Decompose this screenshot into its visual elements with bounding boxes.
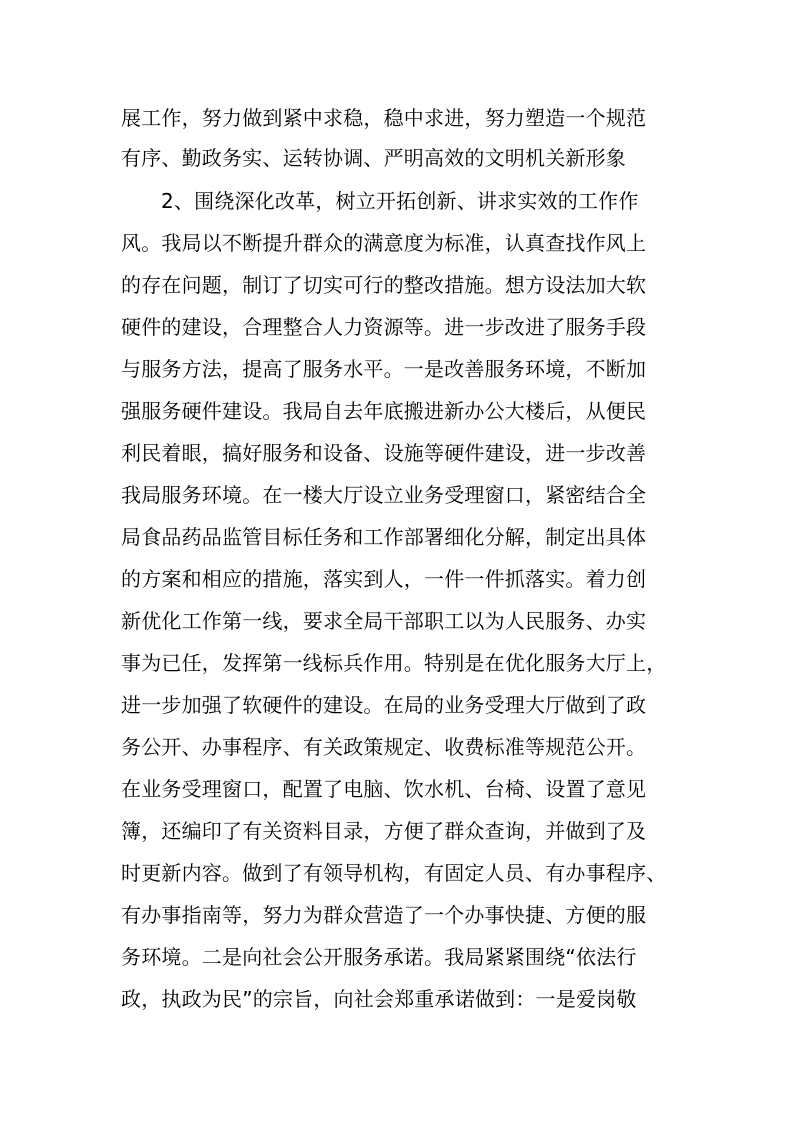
text-line: 有办事指南等，努力为群众营造了一个办事快捷、方便的服 — [121, 903, 647, 927]
text-line: 新优化工作第一线，要求全局干部职工以为人民服务、办实 — [121, 609, 647, 633]
text-line: 的存在问题，制订了切实可行的整改措施。想方设法加大软 — [121, 273, 647, 297]
text-line: 簿，还编印了有关资料目录，方便了群众查询，并做到了及 — [121, 819, 647, 843]
text-line: 有序、勤政务实、运转协调、严明高效的文明机关新形象 — [121, 146, 626, 170]
text-line: 时更新内容。做到了有领导机构，有固定人员、有办事程序、 — [121, 861, 667, 885]
text-line: 在业务受理窗口，配置了电脑、饮水机、台椅、设置了意见 — [121, 777, 647, 801]
text-line: 风。我局以不断提升群众的满意度为标准，认真查找作风上 — [121, 231, 647, 255]
text-line: 我局服务环境。在一楼大厅设立业务受理窗口，紧密结合全 — [121, 483, 647, 507]
text-line: 务环境。二是向社会公开服务承诺。我局紧紧围绕“依法行 — [121, 945, 637, 969]
text-line: 务公开、办事程序、有关政策规定、收费标准等规范公开。 — [121, 735, 647, 759]
text-line: 事为已任，发挥第一线标兵作用。特别是在优化服务大厅上， — [121, 651, 667, 675]
text-line: 政，执政为民”的宗旨，向社会郑重承诺做到：一是爱岗敬 — [121, 987, 637, 1011]
text-line: 利民着眼，搞好服务和设备、设施等硬件建设，进一步改善 — [121, 441, 647, 465]
text-line: 强服务硬件建设。我局自去年底搬进新办公大楼后，从便民 — [121, 399, 647, 423]
text-line: 与服务方法，提高了服务水平。一是改善服务环境，不断加 — [121, 357, 647, 381]
text-line: 2、围绕深化改革，树立开拓创新、讲求实效的工作作 — [161, 189, 639, 213]
text-line: 进一步加强了软硬件的建设。在局的业务受理大厅做到了政 — [121, 693, 647, 717]
text-line: 局食品药品监管目标任务和工作部署细化分解，制定出具体 — [121, 525, 647, 549]
text-line: 的方案和相应的措施，落实到人，一件一件抓落实。着力创 — [121, 567, 647, 591]
text-line: 展工作，努力做到紧中求稳，稳中求进，努力塑造一个规范 — [121, 106, 647, 130]
text-line: 硬件的建设，合理整合人力资源等。进一步改进了服务手段 — [121, 315, 647, 339]
